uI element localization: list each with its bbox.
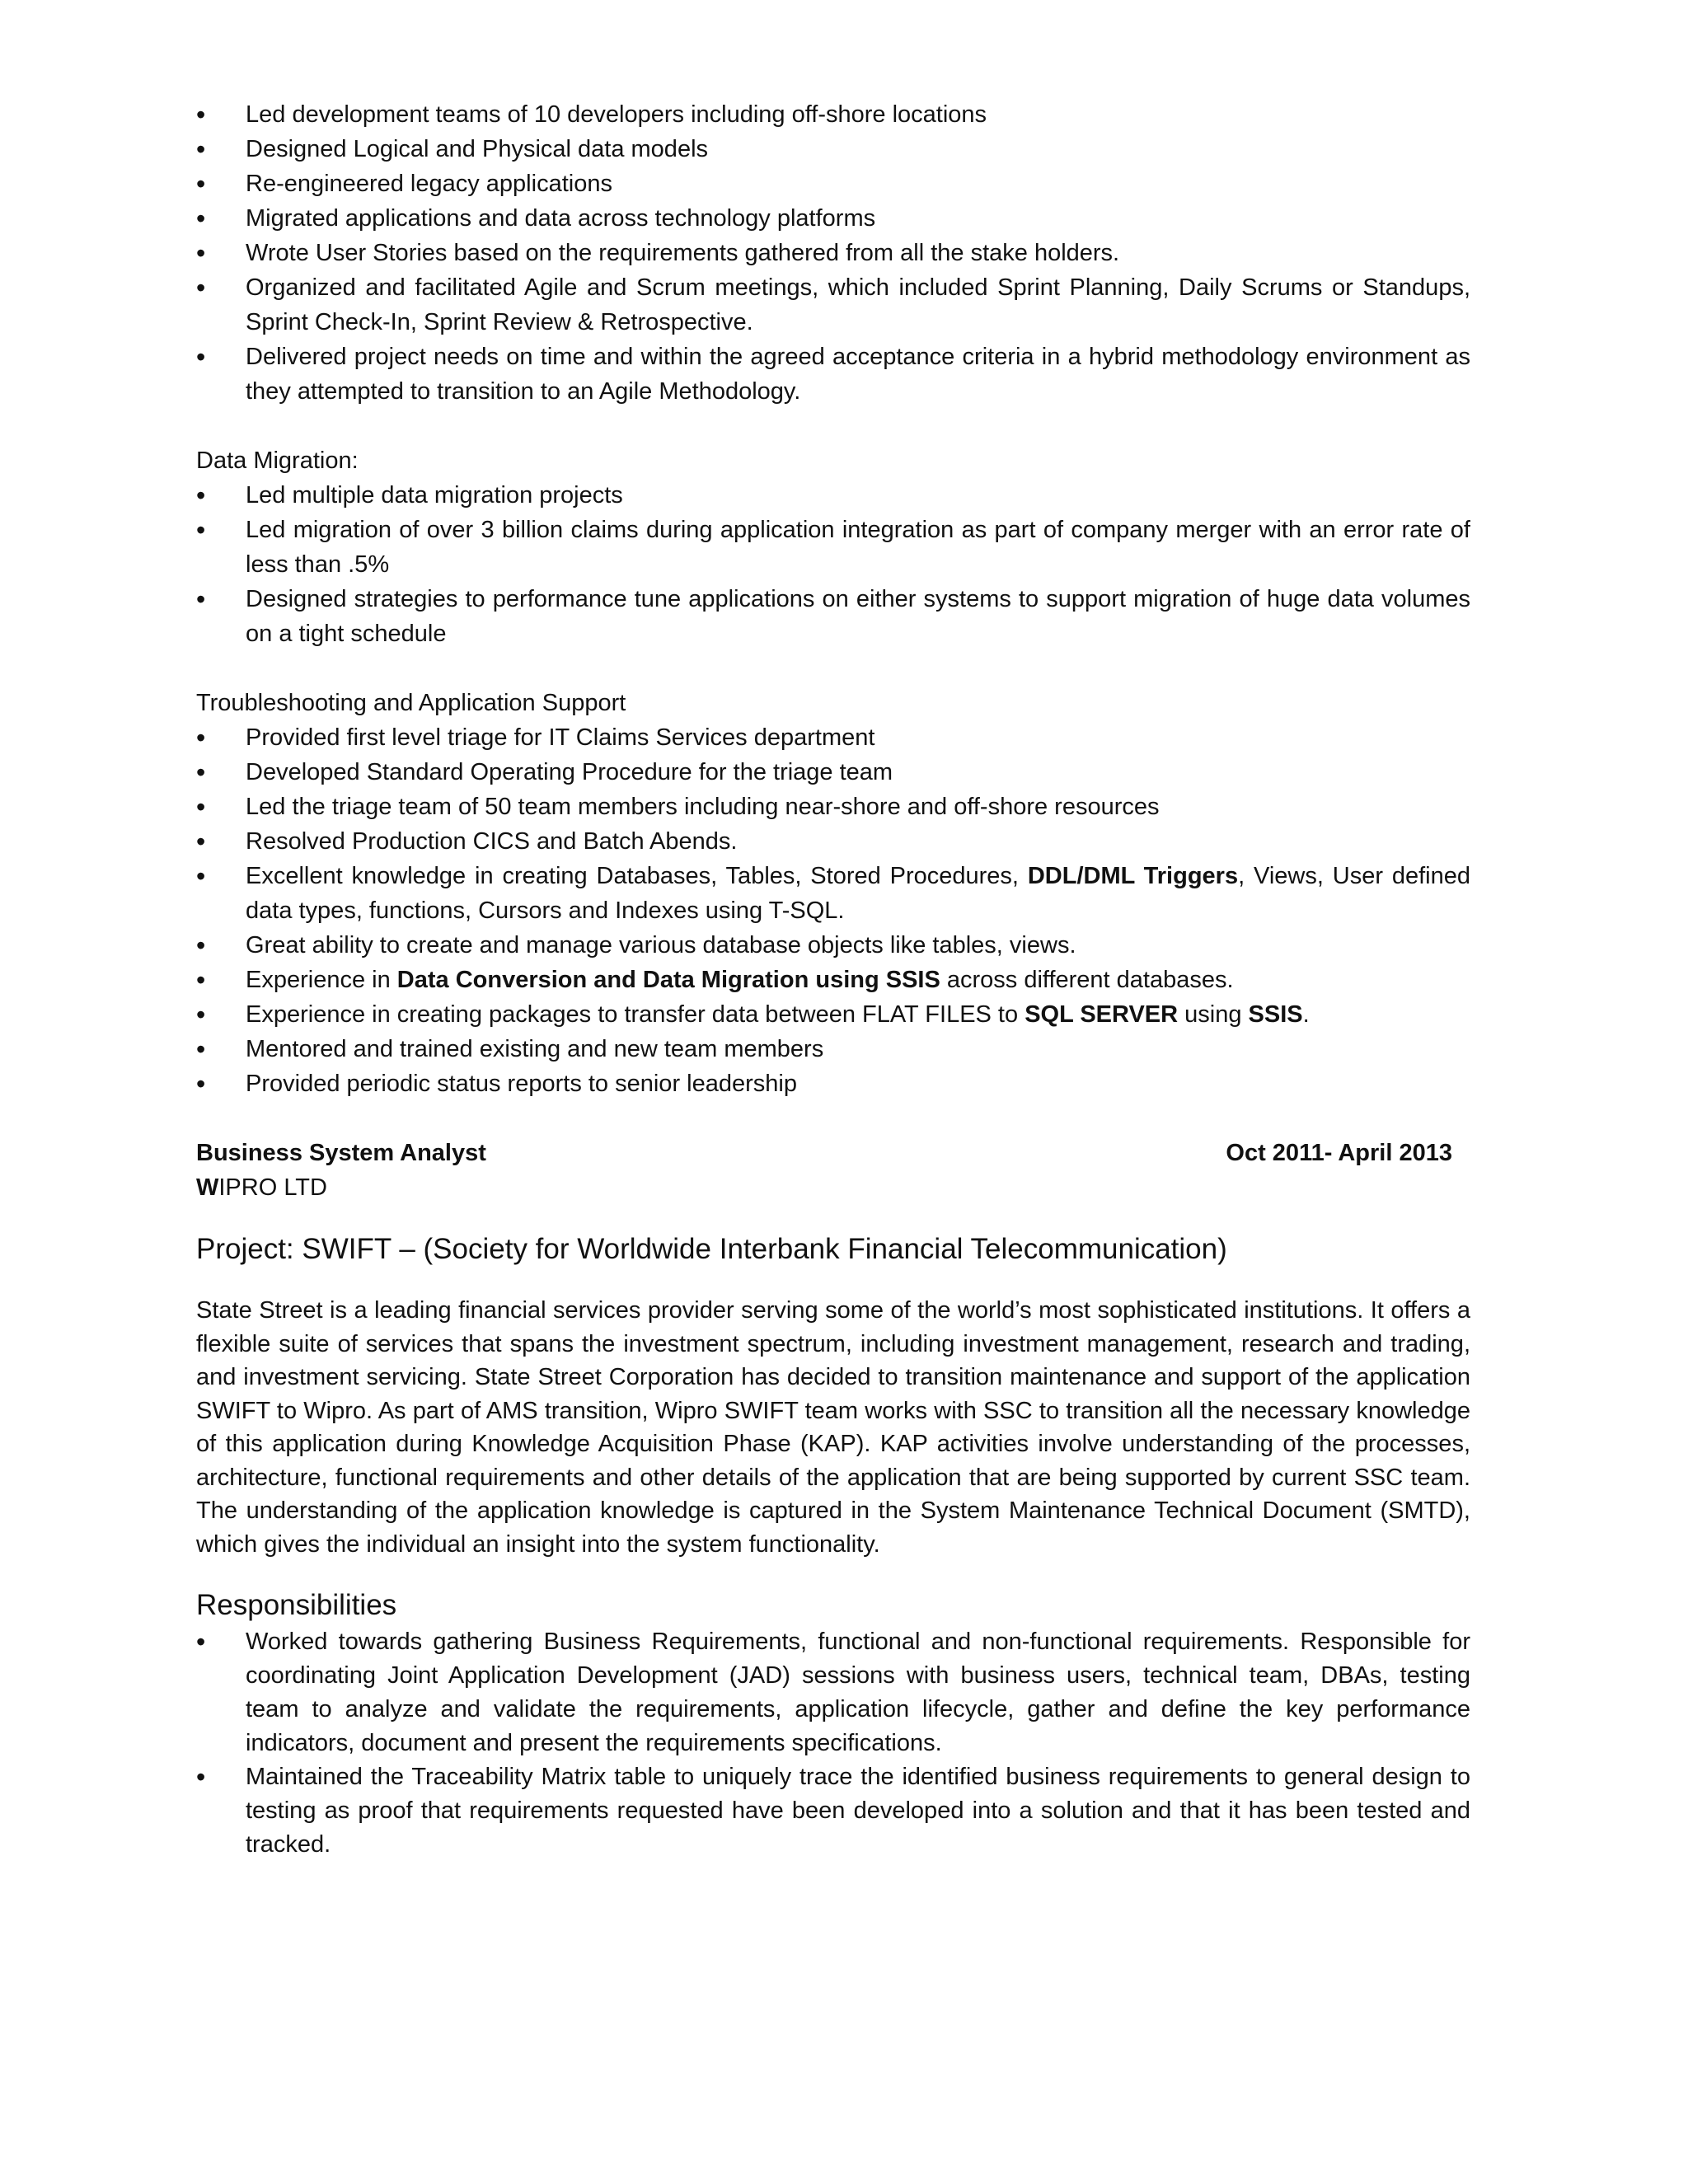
list-item: • Resolved Production CICS and Batch Abends. — [196, 824, 1470, 859]
text-segment: Experience in creating packages to transfer data between FLAT FILES to — [246, 1001, 1025, 1028]
list-item: • Designed Logical and Physical data models — [196, 132, 1470, 166]
list-item: • Migrated applications and data across technology platforms — [196, 201, 1470, 236]
job-header — [196, 1136, 1470, 1170]
list-item: • Worked towards gathering Business Requirements, functional and non-functional requirements. Responsible for coordinating Joint Application Development (JAD) sessions with business users, technical team, DBAs, testing team to analyze and validate the requirements, application lifecycle, gather and define the key performance indicators, document and present the requirements specifications. — [196, 1625, 1470, 1760]
bold-term: SSIS — [1248, 1001, 1303, 1028]
list-item: • Led migration of over 3 billion claims during application integration as part of company merger with an error rate of less than .5% — [196, 513, 1470, 582]
project-title: Project: SWIFT – (Society for Worldwide Interbank Financial Telecommunication) — [196, 1233, 1227, 1265]
list-item — [196, 997, 1470, 1032]
bold-term: DDL/DML Triggers — [1027, 863, 1239, 889]
resume-page — [196, 97, 1470, 1862]
bold-term: SQL SERVER — [1025, 1001, 1179, 1028]
list-item: • Wrote User Stories based on the requirements gathered from all the stake holders. — [196, 236, 1470, 270]
list-item: • Provided periodic status reports to senior leadership — [196, 1066, 1470, 1101]
job-title: Business System Analyst — [196, 1140, 486, 1166]
responsibilities-bullet-list — [196, 1625, 1470, 1862]
data-migration-label: Data Migration: — [196, 448, 359, 474]
intro-bullet-list — [196, 97, 1470, 409]
list-item: • Organized and facilitated Agile and Scrum meetings, which included Sprint Planning, Daily Scrums or Standups, Sprint Check-In, Sprint Review & Retrospective. — [196, 270, 1470, 340]
list-item: • Designed strategies to performance tune applications on either systems to support migration of huge data volumes on a tight schedule — [196, 582, 1470, 651]
troubleshooting-bullet-list — [196, 720, 1470, 1101]
company-rest: IPRO LTD — [218, 1174, 327, 1201]
text-segment: Excellent knowledge in creating Databases, Tables, Stored Procedures, — [246, 863, 1028, 889]
list-item: • Mentored and trained existing and new team members — [196, 1032, 1470, 1066]
list-item — [196, 859, 1470, 928]
troubleshooting-label: Troubleshooting and Application Support — [196, 690, 626, 716]
company-initial: W — [196, 1174, 219, 1201]
list-item: • Great ability to create and manage various database objects like tables, views. — [196, 928, 1470, 963]
list-item: • Developed Standard Operating Procedure for the triage team — [196, 755, 1470, 790]
list-item: • Provided first level triage for IT Claims Services department — [196, 720, 1470, 755]
text-segment: using — [1178, 1001, 1249, 1028]
text-segment: across different databases. — [940, 967, 1234, 993]
text-segment: . — [1302, 1001, 1310, 1028]
project-description: State Street is a leading financial services provider serving some of the world’s most sophisticated institutions. It offers a flexible suite of services that spans the investment spectrum, including investment management, research and trading, and investment servicing. State Street Corporation has decided to transition maintenance and support of the application SWIFT to Wipro. As part of AMS transition, Wipro SWIFT team works with SSC to transition all the necessary knowledge of this application during Knowledge Acquisition Phase (KAP). KAP activities involve understanding of the processes, architecture, functional requirements and other details of the application that are being supported by current SSC team. The understanding of the application knowledge is captured in the System Maintenance Technical Document (SMTD), which gives the individual an insight into the system functionality. — [196, 1297, 1470, 1558]
responsibilities-heading: Responsibilities — [196, 1589, 397, 1621]
list-item: • Led the triage team of 50 team members including near-shore and off-shore resources — [196, 790, 1470, 824]
list-item — [196, 963, 1470, 997]
company-name — [196, 1170, 1470, 1205]
data-migration-bullet-list — [196, 478, 1470, 651]
list-item: • Re-engineered legacy applications — [196, 166, 1470, 201]
list-item: • Led multiple data migration projects — [196, 478, 1470, 513]
job-dates: Oct 2011- April 2013 — [1226, 1140, 1452, 1166]
list-item: • Delivered project needs on time and within the agreed acceptance criteria in a hybrid methodology environment as they attempted to transition to an Agile Methodology. — [196, 340, 1470, 409]
text-segment: , Views, User defined data types, functions, Cursors and Indexes using T-SQL. — [246, 863, 1471, 924]
text-segment: Experience in — [246, 967, 397, 993]
list-item: • Maintained the Traceability Matrix table to uniquely trace the identified business requirements to general design to testing as proof that requirements requested have been developed into a solution and that it has been tested and tracked. — [196, 1760, 1470, 1862]
bold-term: Data Conversion and Data Migration using SSIS — [396, 967, 940, 993]
list-item: • Led development teams of 10 developers including off-shore locations — [196, 97, 1470, 132]
